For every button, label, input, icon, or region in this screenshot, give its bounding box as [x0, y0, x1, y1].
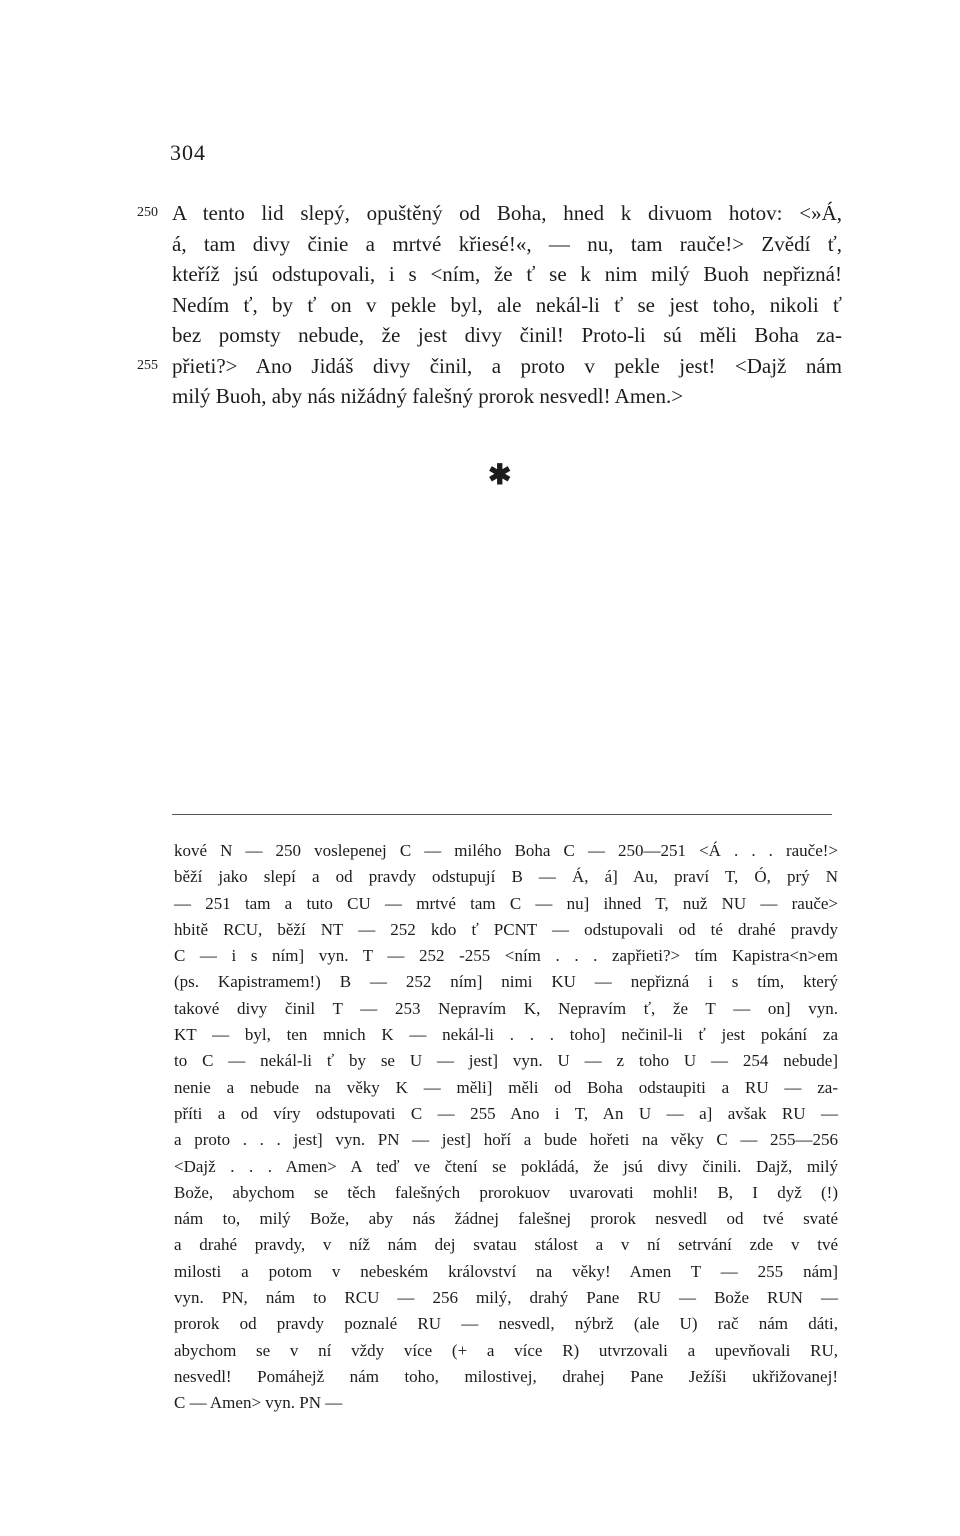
- note-line: nám to, milý Bože, aby nás žádnej falešnej prorok nesvedl od tvé svaté: [174, 1209, 838, 1229]
- verse-text: přieti?> Ano Jidáš divy činil, a proto v pekle jest! <Dajž nám: [172, 353, 842, 378]
- line-number: 255: [137, 357, 158, 373]
- verse-text: á, tam divy činie a mrtvé křiesé!«, — nu, tam rauče!> Zvědí ť,: [172, 231, 842, 256]
- verse-text: milý Buoh, aby nás nižádný falešný prorok nesvedl! Amen.>: [172, 384, 684, 408]
- verse-line: [137, 351, 842, 382]
- note-line: příti a od víry odstupovati C — 255 Ano i T, An U — a] avšak RU —: [174, 1103, 838, 1123]
- note-line: C — i s ním] vyn. T — 252 -255 <ním . . . zapřieti?> tím Kapistra<n>em: [174, 946, 838, 966]
- note-line: nenie a nebude na věky K — měli] měli od Boha odstaupiti a RU — za-: [174, 1077, 838, 1097]
- note-line: (ps. Kapistramem!) B — 252 ním] nimi KU — nepřizná i s tím, který: [174, 972, 838, 992]
- note-line: milosti a potom v nebeském království na věky! Amen T — 255 nám]: [174, 1261, 838, 1281]
- note-line: hbitě RCU, běží NT — 252 kdo ť PCNT — odstupovali od té drahé pravdy: [174, 919, 838, 939]
- note-line: nesvedl! Pomáhejž nám toho, milostivej, drahej Pane Ježíši ukřižovanej!: [174, 1366, 838, 1386]
- note-line: — 251 tam a tuto CU — mrtvé tam C — nu] ihned T, nuž NU — rauče>: [174, 893, 838, 913]
- note-line: to C — nekál-li ť by se U — jest] vyn. U — z toho U — 254 nebude]: [174, 1051, 838, 1071]
- asterisk-ornament: ✱: [488, 460, 512, 491]
- note-line: běží jako slepí a od pravdy odstupují B — Á, á] Au, praví T, Ó, prý N: [174, 867, 838, 887]
- verse-line: [172, 381, 842, 412]
- verse-line: [172, 259, 842, 290]
- note-line: vyn. PN, nám to RCU — 256 milý, drahý Pane RU — Bože RUN —: [174, 1288, 838, 1308]
- apparatus-notes: [174, 838, 838, 1417]
- verse-line: [137, 198, 842, 229]
- verse-line: [172, 290, 842, 321]
- line-number: 250: [137, 205, 158, 220]
- note-line: Bože, abychom se těch falešných prorokuov uvarovati mohli! B, I dyž (!): [174, 1182, 838, 1202]
- note-line: a proto . . . jest] vyn. PN — jest] hoří a bude hořeti na věky C — 255—256: [174, 1130, 838, 1150]
- note-line: C — Amen> vyn. PN —: [174, 1393, 343, 1413]
- note-line: prorok od pravdy poznalé RU — nesvedl, nýbrž (ale U) rač nám dáti,: [174, 1314, 838, 1334]
- note-line: abychom se v ní vždy více (+ a více R) utvrzovali a upevňovali RU,: [174, 1340, 838, 1360]
- verse-line: [172, 320, 842, 351]
- note-line: takové divy činil T — 253 Nepravím K, Nepravím ť, že T — on] vyn.: [174, 998, 838, 1018]
- note-line: KT — byl, ten mnich K — nekál-li . . . toho] nečinil-li ť jest pokání za: [174, 1025, 838, 1045]
- page-number: 304: [170, 140, 206, 165]
- verse-text: A tento lid slepý, opuštěný od Boha, hned k divuom hotov: <»Á,: [172, 201, 842, 225]
- note-line: <Dajž . . . Amen> A teď ve čtení se pokládá, že jsú divy činili. Dajž, milý: [174, 1156, 838, 1176]
- verse-text: Nedím ť, by ť on v pekle byl, ale nekál-li ť se jest toho, nikoli ť: [172, 292, 842, 317]
- main-text: [137, 198, 842, 412]
- note-line: kové N — 250 voslepenej C — milého Boha C — 250—251 <Á . . . rauče!>: [174, 841, 838, 860]
- verse-line: [172, 229, 842, 260]
- verse-text: bez pomsty nebude, že jest divy činil! Proto-li sú měli Boha za-: [172, 323, 842, 347]
- footnote-divider: [172, 814, 832, 815]
- verse-text: kteříž jsú odstupovali, i s <ním, že ť se k nim milý Buoh nepřizná!: [172, 262, 842, 286]
- note-line: a drahé pravdy, v níž nám dej svatau stálost a v ní setrvání zde v tvé: [174, 1235, 838, 1255]
